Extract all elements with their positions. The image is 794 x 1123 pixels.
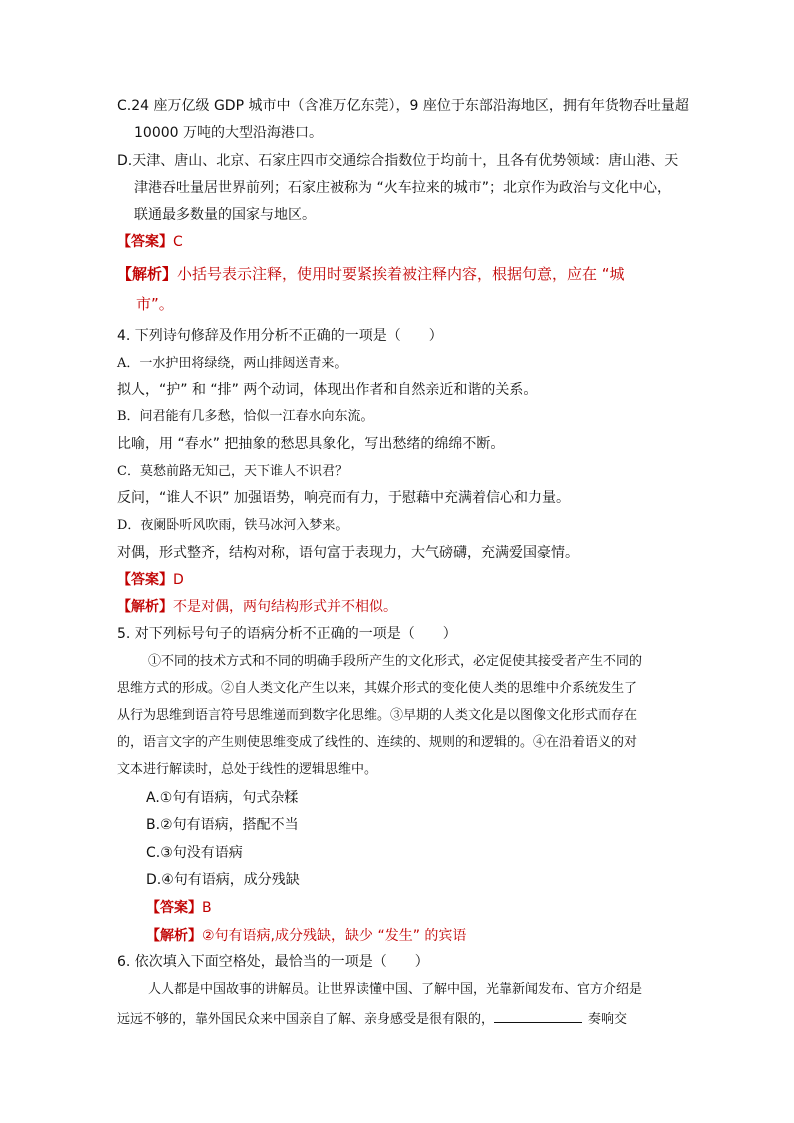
answer-value: D xyxy=(173,572,184,588)
q4-option-d-note: 对偶，形式整齐，结构对称，语句富于表现力，大气磅礴，充满爱国豪情。 xyxy=(117,545,579,561)
q4-option-a-poem: A．一水护田将绿绕，两山排闼送青来。 xyxy=(117,356,348,371)
analysis-text: 小括号表示注释，使用时要紧挨着被注释内容，根据句意，应在 “城 xyxy=(177,265,625,283)
analysis-text: 不是对偶，两句结构形式并不相似。 xyxy=(173,599,397,615)
q4-stem: 4. 下列诗句修辞及作用分析不正确的一项是（ ） xyxy=(117,328,443,344)
q5-stem: 5. 对下列标号句子的语病分析不正确的一项是（ ） xyxy=(117,626,457,642)
q3-option-d-line1: D.天津、唐山、北京、石家庄四市交通综合指数位于均前十，且各有优势领域：唐山港、天 xyxy=(117,153,679,169)
q4-option-d-poem: D．夜阑卧听风吹雨，铁马冰河入梦来。 xyxy=(117,518,349,533)
analysis-label: 【解析】 xyxy=(146,928,202,944)
answer-label: 【答案】 xyxy=(117,572,173,588)
q6-passage-tail: 奏响交 xyxy=(588,1012,628,1027)
q3-analysis-line1 xyxy=(117,264,625,284)
q3-analysis-line2: 市”。 xyxy=(136,295,174,313)
analysis-label: 【解析】 xyxy=(117,265,178,283)
q3-option-d-line3: 联通最多数量的国家与地区。 xyxy=(134,207,316,223)
q4-analysis xyxy=(117,597,397,617)
q6-stem: 6. 依次填入下面空格处，最恰当的一项是（ ） xyxy=(117,954,429,970)
q3-option-d-line2: 津港吞吐量居世界前列；石家庄被称为 “火车拉来的城市”；北京作为政治与文化中心， xyxy=(134,180,671,196)
answer-label: 【答案】 xyxy=(146,900,202,916)
q3-option-c-line1: C.24 座万亿级 GDP 城市中（含准万亿东莞），9 座位于东部沿海地区，拥有年货物吞吐量超 xyxy=(117,98,689,114)
q6-passage-line1: 人人都是中国故事的讲解员。让世界读懂中国、了解中国，光靠新闻发布、官方介绍是 xyxy=(148,982,643,997)
q5-passage-line4: 的，语言文字的产生则使思维变成了线性的、连续的、规则的和逻辑的。④在沿着语义的对 xyxy=(117,735,638,750)
q3-option-c-line2: 10000 万吨的大型沿海港口。 xyxy=(134,125,323,141)
q4-option-c-poem: C．莫愁前路无知己，天下谁人不识君？ xyxy=(117,464,348,479)
q4-answer xyxy=(117,570,184,590)
q5-passage-line3: 从行为思维到语言符号思维递而到数字化思维。③早期的人类文化是以图像文化形式而存在 xyxy=(117,708,638,723)
q4-option-a-note: 拟人，“护” 和 “排” 两个动词，体现出作者和自然亲近和谐的关系。 xyxy=(117,382,538,398)
analysis-text: ②句有语病,成分残缺，缺少 “发生” 的宾语 xyxy=(202,928,467,944)
q5-passage-line1: ①不同的技术方式和不同的明确手段所产生的文化形式，必定促使其接受者产生不同的 xyxy=(148,654,643,669)
q3-answer xyxy=(117,232,183,252)
q5-option-b: B.②句有语病，搭配不当 xyxy=(146,817,299,833)
q5-answer xyxy=(146,898,212,918)
q5-analysis xyxy=(146,926,466,946)
answer-label: 【答案】 xyxy=(117,234,173,250)
q6-passage-text: 远远不够的，靠外国民众来中国亲自了解、亲身感受是很有限的， xyxy=(117,1012,495,1027)
q5-passage-line2: 思维方式的形成。②自人类文化产生以来，其媒介形式的变化使人类的思维中介系统发生了 xyxy=(117,681,638,696)
q5-option-c: C.③句没有语病 xyxy=(146,845,243,861)
answer-value: C xyxy=(173,234,183,250)
fill-in-blank xyxy=(494,1007,582,1023)
q4-option-b-poem: B．问君能有几多愁，恰似一江春水向东流。 xyxy=(117,409,374,424)
q5-passage-line5: 文本进行解读时，总处于线性的逻辑思维中。 xyxy=(117,762,378,777)
analysis-label: 【解析】 xyxy=(117,599,173,615)
q5-option-d: D.④句有语病，成分残缺 xyxy=(146,872,300,888)
answer-value: B xyxy=(202,900,212,916)
q4-option-c-note: 反问，“谁人不识” 加强语势，响亮而有力，于慰藉中充满着信心和力量。 xyxy=(117,490,570,506)
q5-option-a: A.①句有语病，句式杂糅 xyxy=(146,790,299,806)
q6-passage-line2 xyxy=(117,1007,627,1030)
q4-option-b-note: 比喻，用 “春水” 把抽象的愁思具象化，写出愁绪的绵绵不断。 xyxy=(117,436,505,452)
